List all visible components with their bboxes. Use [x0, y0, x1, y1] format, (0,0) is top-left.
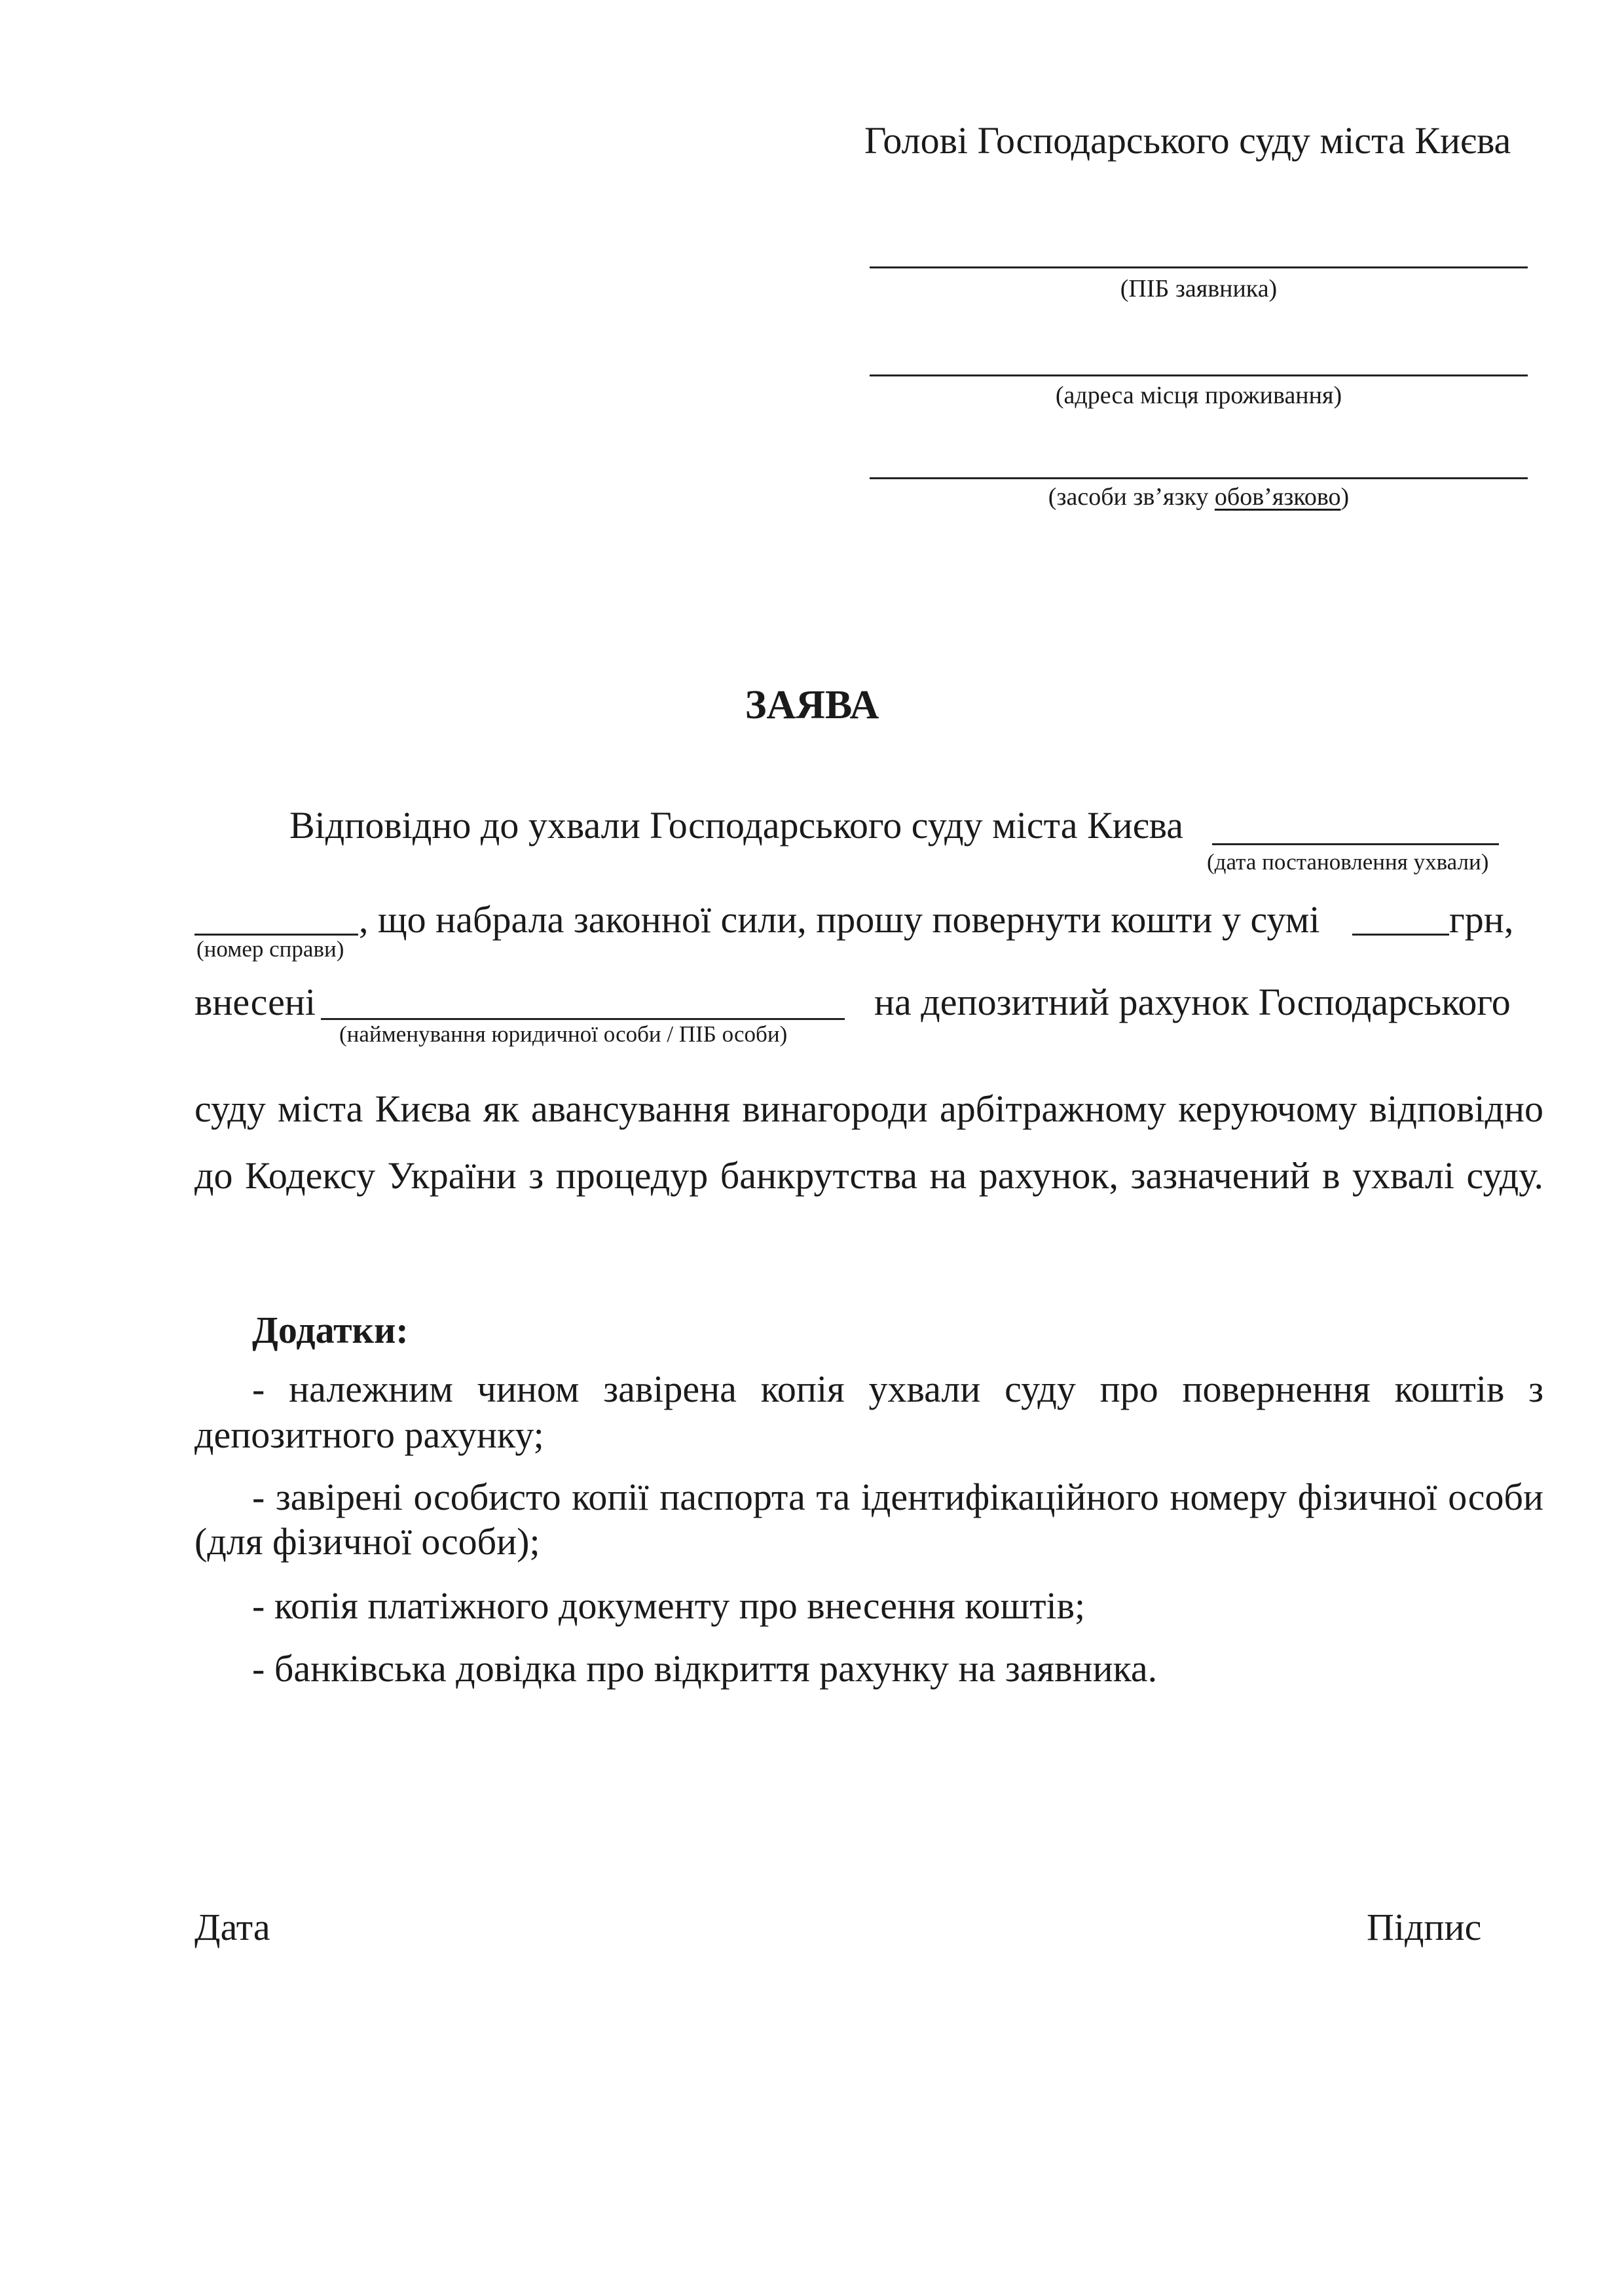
- applicant-name-line: [870, 266, 1528, 268]
- document-title: ЗАЯВА: [745, 683, 879, 727]
- attachment-item-2-line-1: - завірені особисто копії паспорта та ідентифікаційного номеру фізичної особи: [252, 1476, 1543, 1518]
- attachment-item-1-line-2: депозитного рахунку;: [194, 1413, 544, 1456]
- payer-line: [321, 1018, 845, 1020]
- body-line-3-prefix: внесені: [194, 981, 316, 1023]
- decision-date-line: [1212, 843, 1499, 845]
- case-number-line: [194, 934, 358, 936]
- payer-label: (найменування юридичної особи / ПІБ особи): [339, 1021, 788, 1047]
- attachment-item-2-line-2: (для фізичної особи);: [194, 1520, 540, 1563]
- contacts-label-prefix: (засоби зв’язку: [1048, 483, 1215, 511]
- body-line-5: до Кодексу України з процедур банкрутства на рахунок, зазначений в ухвалі суду.: [194, 1154, 1543, 1197]
- attachment-item-3-line-1: - копія платіжного документу про внесення коштів;: [252, 1584, 1086, 1627]
- currency-label: грн,: [1449, 898, 1514, 941]
- case-number-label: (номер справи): [196, 936, 344, 962]
- address-line: [870, 374, 1528, 376]
- attachment-item-4-line-1: - банківська довідка про відкриття рахунку на заявника.: [252, 1647, 1158, 1690]
- body-line-1: Відповідно до ухвали Господарського суду міста Києва: [289, 804, 1183, 847]
- body-line-4: суду міста Києва як авансування винагороди арбітражному керуючому відповідно: [194, 1087, 1543, 1130]
- address-label: (адреса місця проживання): [1055, 382, 1342, 409]
- amount-line: [1352, 934, 1449, 936]
- contacts-label: [870, 484, 1528, 509]
- body-line-2: , що набрала законної сили, прошу повернути кошти у сумі: [359, 898, 1320, 941]
- date-label: Дата: [194, 1906, 270, 1948]
- body-line-3-suffix: на депозитний рахунок Господарського: [874, 981, 1511, 1023]
- attachment-item-1-line-1: - належним чином завірена копія ухвали суду про повернення коштів з: [252, 1368, 1543, 1410]
- signature-label: Підпис: [1367, 1906, 1482, 1948]
- applicant-name-label: (ПІБ заявника): [1120, 275, 1278, 302]
- addressee: Голові Господарського суду міста Києва: [864, 119, 1511, 162]
- attachments-heading: Додатки:: [252, 1309, 409, 1351]
- decision-date-label: (дата постановлення ухвали): [1207, 849, 1489, 875]
- contacts-label-mandatory: обов’язково: [1214, 483, 1341, 511]
- contacts-line: [870, 477, 1528, 479]
- contacts-label-suffix: ): [1340, 483, 1350, 511]
